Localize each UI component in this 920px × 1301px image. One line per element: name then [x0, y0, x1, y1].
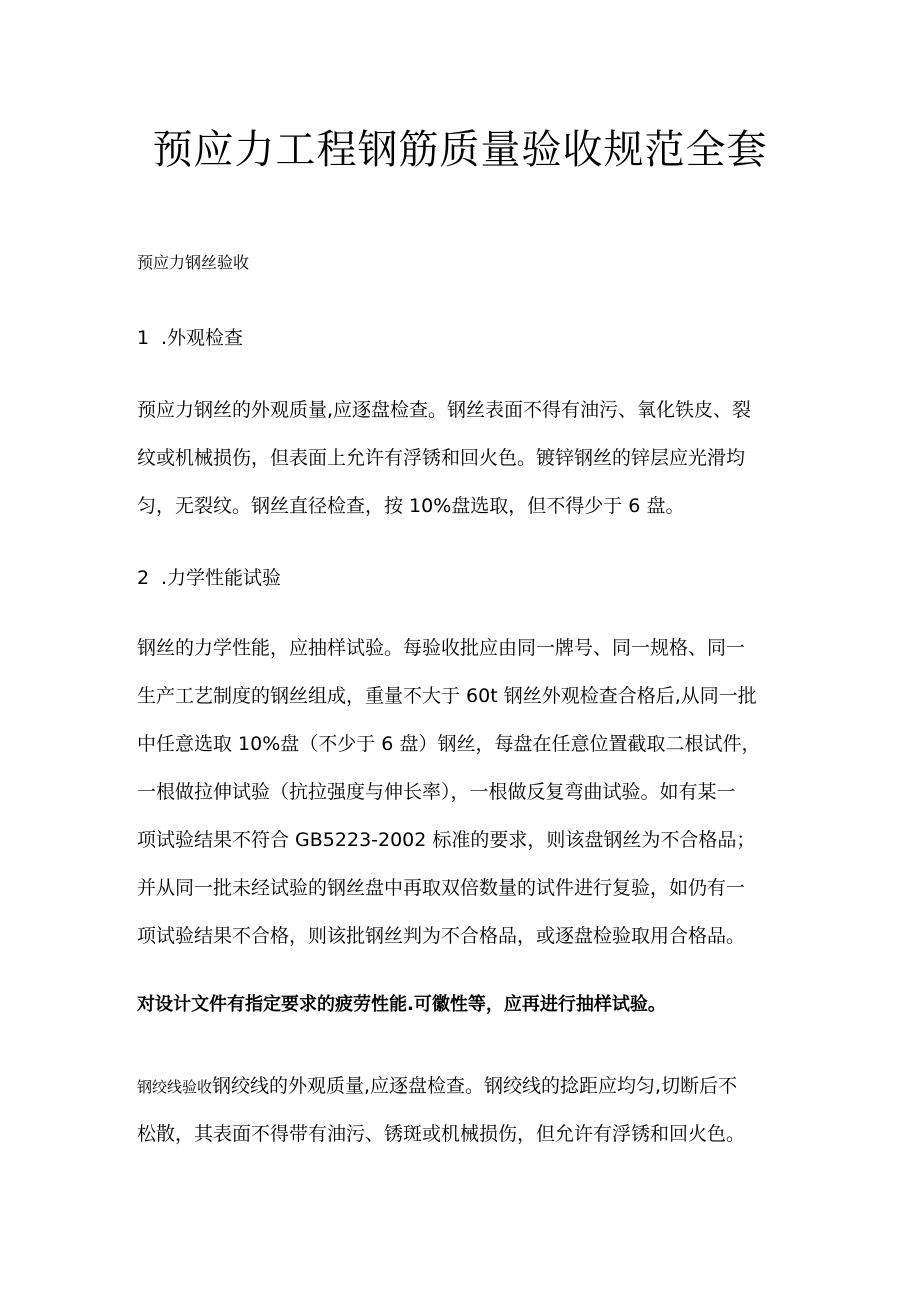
- section-1-title: .外观检查: [161, 327, 244, 349]
- section-1-heading: [137, 323, 243, 350]
- paragraph-line: 一根做拉伸试验（抗拉强度与伸长率），一根做反复弯曲试验。如有某一: [137, 781, 736, 803]
- paragraph-line: 项试验结果不合格，则该批钢丝判为不合格品，或逐盘检验取用合格品。: [137, 925, 746, 947]
- section-2-heading: [137, 563, 281, 590]
- paragraph-line: 生产工艺制度的钢丝组成，重量不大于 60t 钢丝外观检查合格后,从同一批: [137, 685, 757, 707]
- paragraph-line: 纹或机械损伤，但表面上允许有浮锈和回火色。镀锌钢丝的锌层应光滑均: [137, 447, 746, 469]
- section-subtitle: 预应力钢丝验收: [137, 253, 250, 272]
- paragraph-line: 匀，无裂纹。钢丝直径检查，按 10%盘选取，但不得少于 6 盘。: [137, 495, 685, 517]
- paragraph-line: 并从同一批未经试验的钢丝盘中再取双倍数量的试件进行复验，如仍有一: [137, 877, 746, 899]
- paragraph-line: [137, 1062, 797, 1110]
- section-2-title: .力学性能试验: [161, 567, 282, 589]
- section-3-paragraph: [137, 1062, 797, 1158]
- section-1-paragraph: [137, 386, 797, 530]
- section-2-paragraph: [137, 624, 797, 960]
- section-3-lead: 钢绞线验收: [137, 1078, 213, 1096]
- bold-note: 对设计文件有指定要求的疲劳性能.可徽性等，应再进行抽样试验。: [137, 994, 666, 1015]
- section-3-line-1: 钢绞线的外观质量,应逐盘检查。钢绞线的捻距应均匀,切断后不: [212, 1075, 738, 1097]
- paragraph-line: 项试验结果不符合 GB5223-2002 标准的要求，则该盘钢丝为不合格品；: [137, 829, 756, 851]
- paragraph-line: 预应力钢丝的外观质量,应逐盘检查。钢丝表面不得有油污、氧化铁皮、裂: [137, 399, 752, 421]
- paragraph-line: 中任意选取 10%盘（不少于 6 盘）钢丝，每盘在任意位置截取二根试件，: [137, 733, 761, 755]
- paragraph-line: 钢丝的力学性能，应抽样试验。每验收批应由同一牌号、同一规格、同一: [137, 637, 746, 659]
- paragraph-line: 松散，其表面不得带有油污、锈斑或机械损伤，但允许有浮锈和回火色。: [137, 1123, 746, 1145]
- section-1-number: 1: [137, 327, 150, 349]
- section-2-number: 2: [137, 567, 150, 589]
- document-title: 预应力工程钢筋质量验收规范全套: [152, 127, 768, 173]
